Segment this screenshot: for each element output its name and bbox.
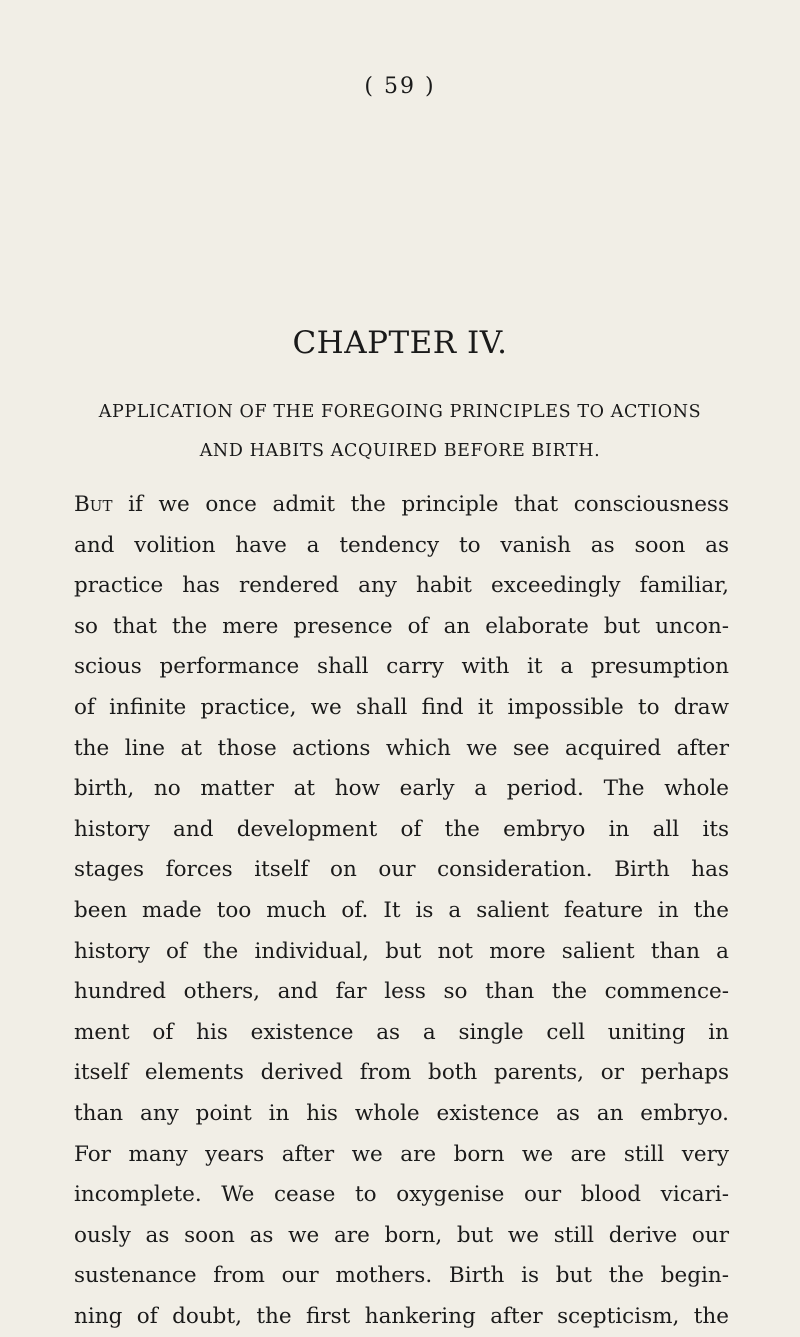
body-line-16: than any point in his whole existence as an embryo. bbox=[74, 1100, 729, 1126]
body-line-6: of infinite practice, we shall find it impossible to draw bbox=[74, 694, 729, 720]
body-line-2: and volition have a tendency to vanish as soon as bbox=[74, 532, 729, 558]
body-line-3: practice has rendered any habit exceedingly familiar, bbox=[74, 573, 729, 599]
body-line-11: been made too much of. It is a salient feature in the bbox=[74, 897, 729, 923]
body-line-20: sustenance from our mothers. Birth is but the begin- bbox=[74, 1263, 729, 1289]
body-line-10: stages forces itself on our consideration. Birth has bbox=[74, 857, 729, 883]
body-line-13: hundred others, and far less so than the commence- bbox=[74, 979, 729, 1005]
body-line-17: For many years after we are born we are still very bbox=[74, 1141, 729, 1167]
body-line-8: birth, no matter at how early a period. The whole bbox=[74, 776, 729, 802]
body-line-5: scious performance shall carry with it a presumption bbox=[74, 654, 729, 680]
body-line-14: ment of his existence as a single cell uniting in bbox=[74, 1019, 729, 1045]
body-line-7: the line at those actions which we see acquired after bbox=[74, 735, 729, 761]
body-line-4: so that the mere presence of an elaborate but uncon- bbox=[74, 613, 729, 639]
body-paragraph bbox=[74, 485, 729, 1337]
chapter-subtitle-line-1: APPLICATION OF THE FOREGOING PRINCIPLES TO ACTIONS bbox=[98, 402, 702, 422]
chapter-subtitle-line-2: AND HABITS ACQUIRED BEFORE BIRTH. bbox=[199, 441, 601, 461]
page-number: ( 59 ) bbox=[364, 74, 436, 99]
body-line-18: incomplete. We cease to oxygenise our blood vicari- bbox=[74, 1182, 729, 1208]
body-line-1-text: if we once admit the principle that consciousness bbox=[112, 492, 729, 517]
chapter-subtitle bbox=[74, 393, 726, 471]
chapter-title: CHAPTER IV. bbox=[292, 325, 508, 361]
body-line-19: ously as soon as we are born, but we still derive our bbox=[74, 1222, 729, 1248]
body-line-1 bbox=[74, 485, 729, 526]
opening-word: But bbox=[74, 492, 113, 517]
body-line-9: history and development of the embryo in all its bbox=[74, 816, 729, 842]
body-line-15: itself elements derived from both parents, or perhaps bbox=[74, 1060, 729, 1086]
body-line-12: history of the individual, but not more salient than a bbox=[74, 938, 729, 964]
body-line-21: ning of doubt, the first hankering after scepticism, the bbox=[74, 1303, 729, 1329]
